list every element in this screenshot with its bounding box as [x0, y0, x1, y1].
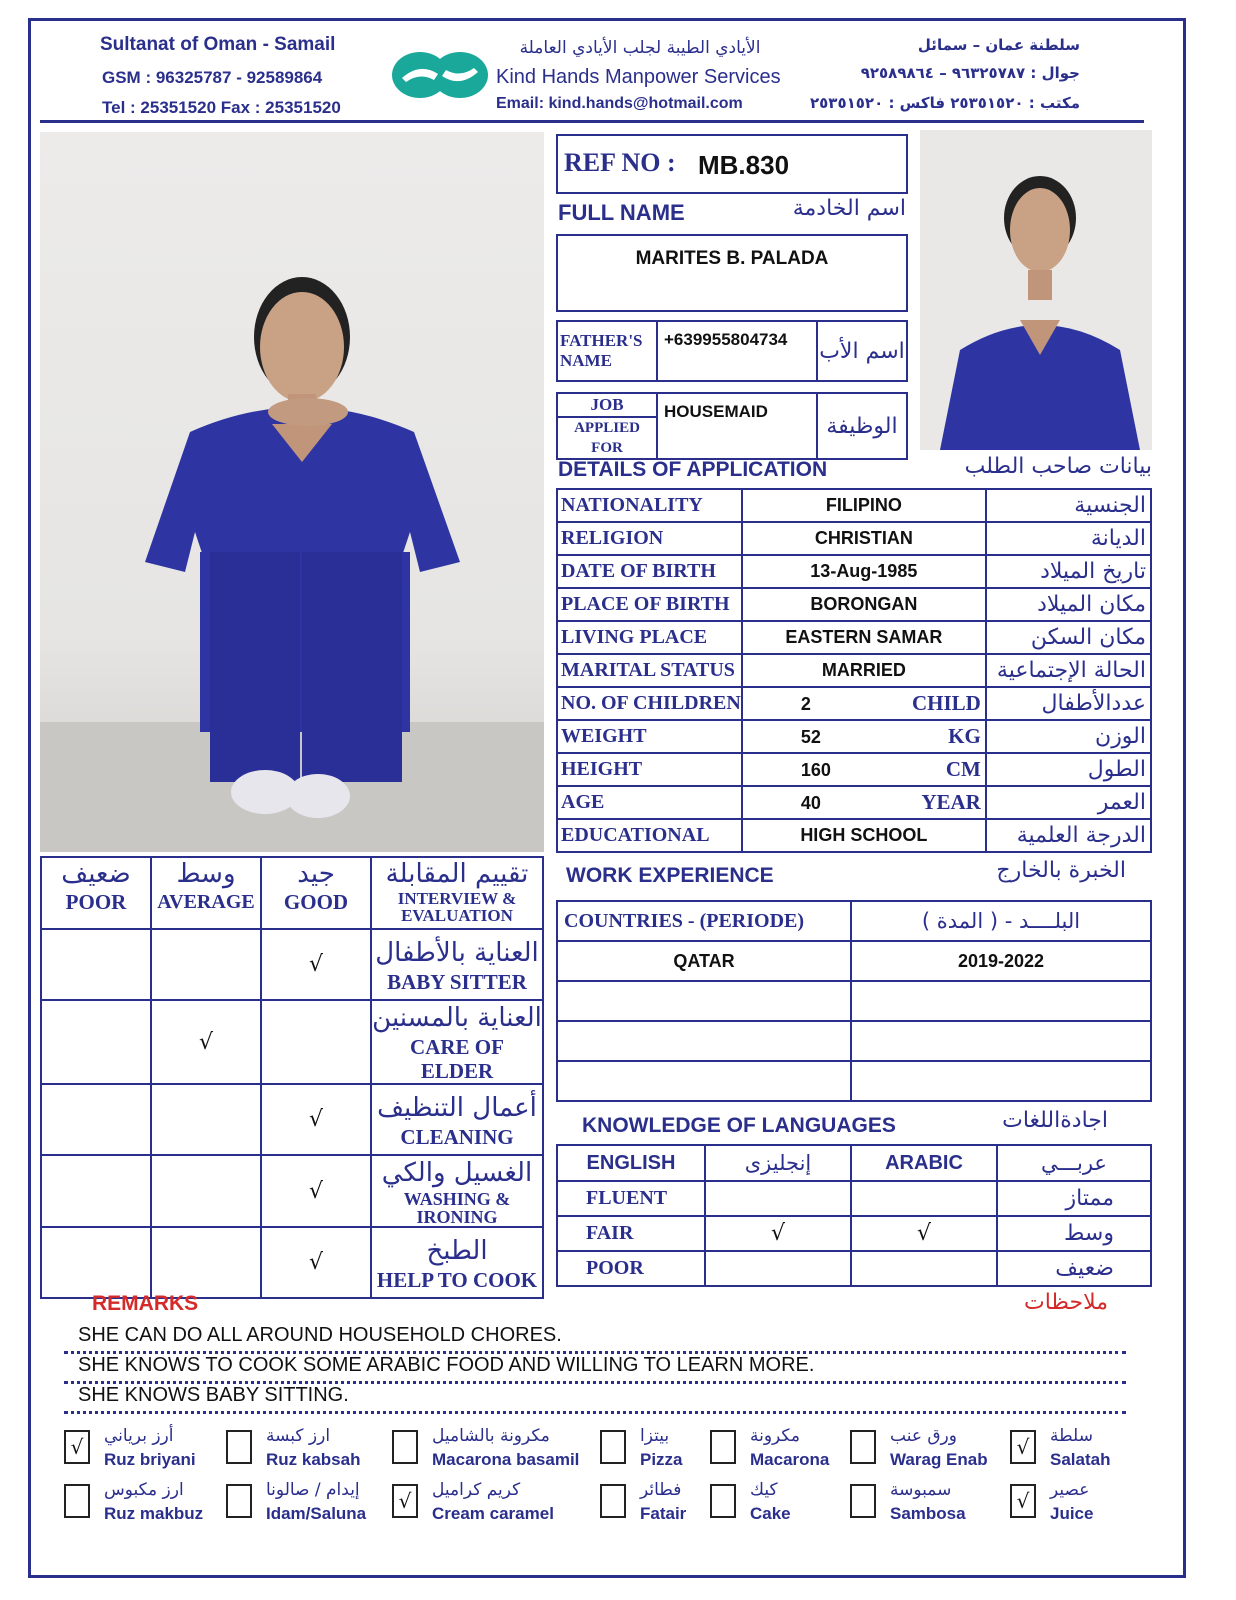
lang-english-ar: إنجليزى: [744, 1151, 812, 1175]
food-label: Salatah: [1050, 1450, 1111, 1469]
work-row: [557, 981, 1151, 1021]
company-email: Email: kind.hands@hotmail.com: [496, 95, 743, 112]
detail-label: DATE OF BIRTH: [561, 560, 716, 582]
detail-label: MARITAL STATUS: [561, 659, 735, 681]
food-label-ar: عصير: [1050, 1480, 1090, 1500]
father-name-table: [556, 320, 908, 382]
arabic-check: √: [916, 1221, 932, 1246]
food-checkbox[interactable]: √: [1010, 1484, 1036, 1518]
detail-label-ar: تاريخ الميلاد: [1040, 559, 1146, 584]
remarks-label-ar: ملاحظات: [1024, 1290, 1108, 1315]
detail-value: 2: [800, 694, 811, 714]
evaluation-table: [40, 856, 544, 1299]
father-name-label: FATHER'S NAME: [560, 331, 643, 370]
header-office-ar: مكتب : ٢٥٣٥١٥٢٠ فاكس : ٢٥٣٥١٥٢٠: [809, 94, 1080, 112]
eval-head-title-2: EVALUATION: [401, 906, 513, 925]
skill-label-ar: الطبخ: [426, 1235, 488, 1266]
language-level-ar: ضعيف: [1055, 1256, 1114, 1281]
header-divider: [40, 120, 1144, 123]
english-check: √: [770, 1221, 786, 1246]
food-checkbox[interactable]: √: [392, 1484, 418, 1518]
header-tel: Tel : 25351520 Fax : 25351520: [102, 98, 341, 117]
company-name-en: Kind Hands Manpower Services: [496, 66, 781, 88]
evaluation-row: [41, 1084, 543, 1155]
detail-label: PLACE OF BIRTH: [561, 593, 730, 615]
food-checkbox[interactable]: [392, 1430, 418, 1464]
remarks-label: REMARKS: [92, 1292, 199, 1315]
food-label-ar: مكرونة بالشاميل: [432, 1426, 550, 1446]
job-label-1: JOB: [590, 395, 624, 414]
father-name-label-ar: اسم الأب: [819, 338, 905, 364]
food-label-ar: بيتزا: [640, 1426, 670, 1446]
portrait-photo: [920, 130, 1152, 450]
eval-head-average-ar: وسط: [176, 859, 236, 889]
details-row: [557, 720, 1151, 753]
food-label-ar: أرز برياني: [104, 1426, 174, 1446]
detail-label-ar: مكان الميلاد: [1037, 592, 1146, 617]
detail-label: HEIGHT: [561, 758, 643, 780]
language-row: [557, 1181, 1151, 1216]
remark-divider: [64, 1411, 1126, 1414]
skill-label: HELP TO COOK: [376, 1267, 538, 1292]
detail-label: LIVING PLACE: [561, 626, 708, 648]
food-checkbox[interactable]: [710, 1430, 736, 1464]
languages-title: KNOWLEDGE OF LANGUAGES: [582, 1114, 896, 1137]
food-label-ar: فطائر: [640, 1480, 682, 1500]
full-name-label: FULL NAME: [558, 200, 685, 225]
language-level-ar: وسط: [1064, 1221, 1114, 1246]
full-name-box: [556, 234, 908, 312]
eval-head-good: GOOD: [283, 890, 349, 914]
rating-check: √: [308, 952, 324, 977]
eval-head-title-1: INTERVIEW &: [397, 889, 517, 908]
detail-value: CHRISTIAN: [814, 528, 913, 548]
details-row: [557, 687, 1151, 720]
work-title-ar: الخبرة بالخارج: [996, 858, 1126, 883]
language-row: [557, 1216, 1151, 1251]
food-label-ar: سلطة: [1050, 1426, 1093, 1446]
work-col-countries-ar: البلــــد - ( المدة ): [921, 909, 1081, 933]
food-checkbox[interactable]: [600, 1430, 626, 1464]
lang-arabic: ARABIC: [885, 1151, 963, 1174]
detail-label-ar: الحالة الإجتماعية: [996, 658, 1146, 683]
food-label: Macarona: [750, 1450, 830, 1469]
detail-value: FILIPINO: [825, 495, 902, 515]
skill-label: BABY SITTER: [387, 969, 527, 994]
father-name-value: +639955804734: [664, 330, 788, 349]
remark-line-3: SHE KNOWS BABY SITTING.: [78, 1384, 349, 1406]
food-label: Cake: [750, 1504, 791, 1523]
skill-label-ar: العناية بالأطفال: [375, 937, 539, 968]
detail-label-ar: العمر: [1097, 790, 1146, 815]
eval-head-poor-ar: ضعيف: [61, 859, 131, 889]
detail-label: NATIONALITY: [561, 494, 703, 516]
skill-label: CARE OF ELDER: [410, 1035, 504, 1083]
full-name-label-ar: اسم الخادمة: [792, 196, 906, 221]
remark-line-1: SHE CAN DO ALL AROUND HOUSEHOLD CHORES.: [78, 1324, 562, 1346]
food-label-ar: مكرونة: [750, 1426, 800, 1446]
rating-check: √: [198, 1029, 214, 1055]
rating-check: √: [308, 1107, 324, 1132]
food-label: Macarona basamil: [432, 1450, 580, 1469]
detail-label: EDUCATIONAL: [561, 824, 710, 846]
rating-check: √: [308, 1178, 324, 1204]
work-title: WORK EXPERIENCE: [566, 864, 774, 887]
details-row: [557, 819, 1151, 852]
food-checkbox[interactable]: [850, 1484, 876, 1518]
food-label: Sambosa: [890, 1504, 966, 1523]
food-checkbox[interactable]: [850, 1430, 876, 1464]
evaluation-row: [41, 1227, 543, 1298]
eval-head-poor: POOR: [65, 890, 127, 914]
details-row: [557, 588, 1151, 621]
details-row: [557, 555, 1151, 588]
detail-value: 40: [800, 793, 821, 813]
evaluation-row: [41, 929, 543, 1000]
food-label: Ruz briyani: [104, 1450, 196, 1469]
detail-label-ar: الجنسية: [1074, 493, 1146, 518]
food-label: Cream caramel: [432, 1504, 554, 1523]
detail-value: BORONGAN: [810, 594, 918, 614]
job-table: [556, 392, 908, 460]
work-row: [557, 941, 1151, 981]
skill-label: WASHING & IRONING: [403, 1189, 511, 1227]
detail-label: WEIGHT: [561, 725, 647, 747]
detail-unit: KG: [948, 724, 981, 748]
language-level-ar: ممتاز: [1065, 1186, 1114, 1211]
lang-english: ENGLISH: [586, 1151, 676, 1174]
detail-label-ar: الوزن: [1095, 724, 1146, 749]
skill-label-ar: الغسيل والكي: [381, 1158, 533, 1188]
language-level: POOR: [586, 1257, 644, 1279]
work-col-countries: COUNTRIES - (PERIODE): [564, 909, 805, 932]
ref-number: MB.830: [698, 150, 790, 180]
food-checkbox[interactable]: [710, 1484, 736, 1518]
detail-value: HIGH SCHOOL: [800, 825, 928, 845]
languages-title-ar: اجادةاللغات: [1002, 1108, 1108, 1133]
detail-value: 52: [800, 727, 821, 747]
food-checkbox[interactable]: [64, 1484, 90, 1518]
food-label: Juice: [1050, 1504, 1094, 1523]
details-row: [557, 489, 1151, 522]
food-label-ar: كريم كراميل: [432, 1480, 521, 1500]
food-label-ar: ارز مكبوس: [104, 1480, 184, 1500]
food-label: Ruz kabsah: [266, 1450, 361, 1469]
food-label: Fatair: [640, 1504, 687, 1523]
language-row: [557, 1251, 1151, 1286]
food-checkbox[interactable]: [226, 1484, 252, 1518]
detail-unit: CHILD: [911, 691, 981, 715]
details-title: DETAILS OF APPLICATION: [558, 458, 828, 481]
skill-label-ar: أعمال التنظيف: [377, 1092, 537, 1123]
food-label: Ruz makbuz: [104, 1504, 204, 1523]
details-row: [557, 753, 1151, 786]
company-name-ar: الأيادي الطيبة لجلب الأيادي العاملة: [519, 38, 761, 58]
food-checkbox[interactable]: [600, 1484, 626, 1518]
food-label-ar: كيك: [750, 1480, 778, 1500]
detail-value: EASTERN SAMAR: [785, 627, 943, 647]
food-label-ar: ارز كبسة: [266, 1426, 331, 1446]
detail-label-ar: عددالأطفال: [1041, 691, 1146, 716]
evaluation-row: [41, 1155, 543, 1227]
detail-label-ar: الديانة: [1090, 526, 1146, 551]
ref-label: REF NO :: [564, 148, 676, 177]
evaluation-row: [41, 1000, 543, 1084]
header-location-ar: سلطنة عمان – سمائل: [917, 36, 1080, 54]
food-label: Pizza: [640, 1450, 683, 1469]
details-row: [557, 786, 1151, 819]
detail-label-ar: مكان السكن: [1030, 625, 1146, 650]
eval-head-good-ar: جيد: [297, 859, 335, 889]
company-logo: [390, 50, 490, 100]
detail-value: MARRIED: [821, 660, 906, 680]
work-country: QATAR: [673, 950, 735, 971]
rating-check: √: [308, 1250, 324, 1275]
food-checkbox[interactable]: √: [64, 1430, 90, 1464]
ref-box: [556, 134, 908, 194]
job-value: HOUSEMAID: [664, 402, 768, 421]
skill-label-ar: العناية بالمسنين: [372, 1003, 542, 1033]
details-row: [557, 621, 1151, 654]
detail-label-ar: الطول: [1087, 757, 1146, 782]
details-row: [557, 654, 1151, 687]
food-checkbox[interactable]: [226, 1430, 252, 1464]
language-level: FAIR: [586, 1222, 634, 1244]
full-name-value: MARITES B. PALADA: [635, 248, 829, 269]
skill-label: CLEANING: [400, 1124, 514, 1149]
detail-label: RELIGION: [561, 527, 664, 549]
food-label-ar: إيدام / صالونا: [266, 1480, 360, 1500]
header-mobile-ar: جوال : ٩٦٣٢٥٧٨٧ – ٩٢٥٨٩٨٦٤: [860, 64, 1080, 82]
job-label-2: APPLIED FOR: [558, 416, 656, 458]
details-row: [557, 522, 1151, 555]
food-label: Idam/Saluna: [266, 1504, 367, 1523]
detail-value: 160: [800, 760, 831, 780]
food-label-ar: سمبوسة: [890, 1480, 952, 1500]
eval-head-average: AVERAGE: [157, 891, 255, 913]
full-body-photo: [40, 132, 544, 852]
detail-unit: CM: [945, 757, 981, 781]
work-table: [556, 900, 1152, 1102]
detail-label: NO. OF CHILDREN: [561, 692, 741, 714]
work-period: 2019-2022: [957, 950, 1045, 971]
remark-line-2: SHE KNOWS TO COOK SOME ARABIC FOOD AND WILLING TO LEARN MORE.: [78, 1354, 815, 1376]
food-checkbox[interactable]: √: [1010, 1430, 1036, 1464]
work-row: [557, 1061, 1151, 1101]
details-title-ar: بيانات صاحب الطلب: [964, 454, 1152, 479]
job-label-ar: الوظيفة: [826, 413, 898, 439]
detail-label-ar: الدرجة العلمية: [1016, 823, 1146, 848]
header-gsm: GSM : 96325787 - 92589864: [102, 68, 323, 87]
work-row: [557, 1021, 1151, 1061]
languages-table: [556, 1144, 1152, 1287]
eval-head-title-ar: تقييم المقابلة: [385, 859, 529, 889]
detail-label: AGE: [561, 791, 605, 813]
lang-arabic-ar: عربـــي: [1041, 1151, 1107, 1175]
header-location: Sultanat of Oman - Samail: [100, 34, 336, 55]
detail-value: 13-Aug-1985: [810, 561, 918, 581]
details-table: [556, 488, 1152, 853]
detail-unit: YEAR: [921, 790, 981, 814]
food-label-ar: ورق عنب: [890, 1426, 957, 1446]
language-level: FLUENT: [586, 1187, 668, 1209]
food-label: Warag Enab: [890, 1450, 988, 1469]
